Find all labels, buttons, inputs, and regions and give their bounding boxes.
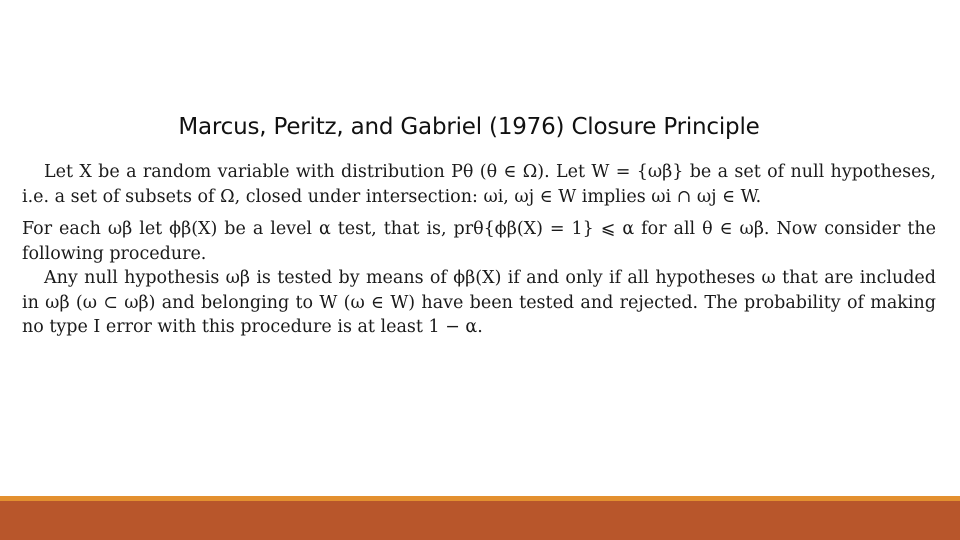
quoted-text-block [22, 160, 936, 340]
paragraph-level-test: For each ωβ let ϕβ(X) be a level α test, that is, prθ{ϕβ(X) = 1} ⩽ α for all θ ∈ ωβ. Now consider the following procedure. [22, 219, 936, 264]
footer-bar [0, 501, 960, 540]
slide-title: Marcus, Peritz, and Gabriel (1976) Closure Principle [178, 114, 760, 140]
paragraph-procedure: Any null hypothesis ωβ is tested by means of ϕβ(X) if and only if all hypotheses ω that are included in ωβ (ω ⊂ ωβ) and belonging to W (ω ∈ W) have been tested and rejected. The probability of making no type I error with this procedure is at least 1 − α. [22, 268, 936, 337]
paragraph-definition: Let X be a random variable with distribution Pθ (θ ∈ Ω). Let W = {ωβ} be a set of null hypotheses, i.e. a set of subsets of Ω, closed under intersection: ωi, ωj ∈ W implies ωi ∩ ωj ∈ W. [22, 162, 936, 207]
